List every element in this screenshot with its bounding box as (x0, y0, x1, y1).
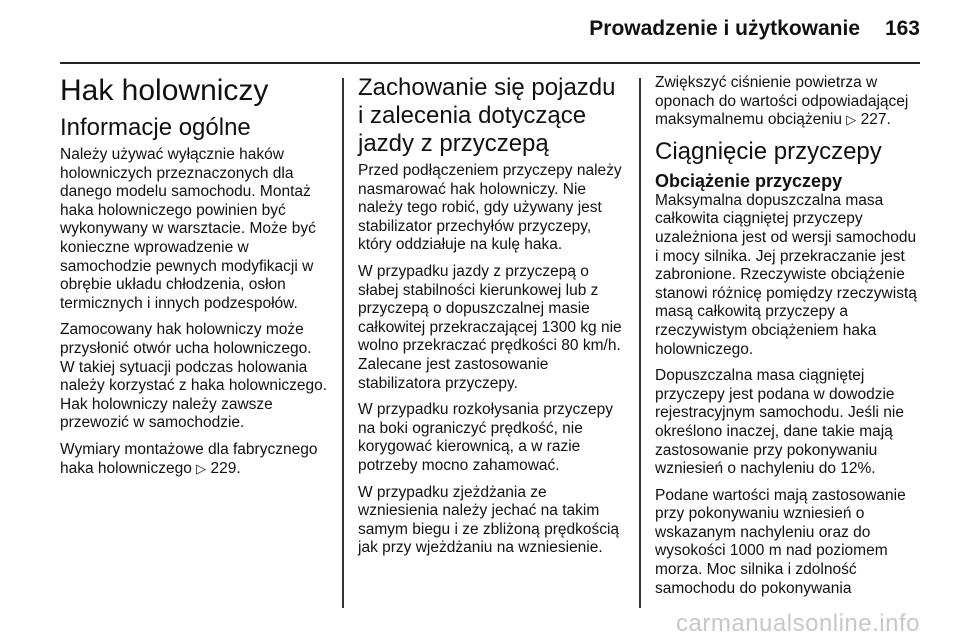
paragraph-text: Wymiary montażowe dla fabrycznego haka holowniczego (60, 440, 318, 477)
paragraph: Maksymalna dopuszczalna masa całkowita ciągniętej przyczepy uzależniona jest od wersji samochodu i mocy silnika. Jej przekraczanie jest zabronione. Rzeczywiste obciążenie stanowi różnicę pomiędzy rzeczywistą masą całkowitą przyczepy a rzeczywistym obciążeniem haka holowniczego. (655, 191, 917, 358)
sub-heading: Obciążenie przyczepy (655, 170, 843, 191)
paragraph-with-reference (60, 441, 328, 478)
paragraph: Podane wartości mają zastosowanie przy pokonywaniu wzniesień o wskazanym nachyleniu oraz do wysokości 1000 m nad poziomem morza. Moc silnika i zdolność samochodu do pokonywania (655, 486, 906, 597)
paragraph: W przypadku rozkołysania przyczepy na boki ograniczyć prędkość, nie korygować kierownicą, a w razie potrzeby mocno zahamować. (358, 401, 613, 474)
paragraph: Dopuszczalna masa ciągniętej przyczepy jest podana w dowodzie rejestracyjnym samochodu. Jeśli nie określono inaczej, dane takie mają zastosowanie przy pokonywaniu wzniesień o nachyleniu do 12%. (655, 367, 904, 478)
watermark: carmanualsonline.info (676, 610, 920, 637)
column-3 (655, 74, 923, 606)
column-2 (358, 74, 624, 566)
subsection-title: Informacje ogólne (60, 114, 251, 141)
section-title: Hak holowniczy (60, 74, 269, 107)
column-divider (342, 78, 344, 608)
paragraph: Przed podłączeniem przyczepy należy nasmarować hak holowniczy. Nie należy tego robić, gdy używany jest stabilizator przechyłów przyczepy, który oddziałuje na kulę haka. (358, 162, 622, 254)
page-header (0, 0, 960, 60)
paragraph: W przypadku zjeżdżania ze wzniesienia należy jechać na takim samym biegu i ze zbliżoną prędkością jak przy wjeżdżaniu na wzniesienie. (358, 483, 620, 557)
reference-page-link[interactable]: 227. (860, 111, 891, 129)
cross-reference-icon: ▷ (196, 460, 207, 476)
chapter-title: Prowadzenie i użytkowanie (589, 17, 860, 40)
subsection-title: Ciągnięcie przyczepy (655, 137, 882, 165)
page-number: 163 (884, 17, 920, 40)
header-rule (60, 62, 920, 64)
paragraph: W przypadku jazdy z przyczepą o słabej stabilności kierunkowej lub z przyczepą o dopuszczalnej masie całkowitej przekraczającej 1300 kg nie wolno przekraczać prędkości 80 km/h. Zalecane jest zastosowanie stabilizatora przyczepy. (358, 262, 622, 392)
reference-page-link[interactable]: 229. (210, 459, 241, 477)
paragraph: Należy używać wyłącznie haków holowniczych przeznaczonych dla danego modelu samochodu. Montaż haka holowniczego powinien być wykonywany w warsztacie. Może być konieczne wprowadzenie w samochodzie pewnych modyfikacji w obrębie układu chłodzenia, osłon termicznych i innych podzespołów. (60, 146, 316, 312)
column-divider (639, 78, 641, 608)
subsection-title: Zachowanie się pojazdu i zalecenia dotyczące jazdy z przyczepą (358, 74, 616, 157)
column-1 (60, 74, 328, 486)
paragraph-with-reference (655, 74, 923, 130)
cross-reference-icon: ▷ (846, 112, 857, 128)
paragraph: Zamocowany hak holowniczy może przysłonić otwór ucha holowniczego. W takiej sytuacji podczas holowania należy korzystać z haka holowniczego. Hak holowniczy należy zawsze przewozić w samochodzie. (60, 321, 328, 432)
paragraph-text: Zwiększyć ciśnienie powietrza w oponach do wartości odpowiadającej maksymalnemu obciążeniu (655, 74, 909, 129)
